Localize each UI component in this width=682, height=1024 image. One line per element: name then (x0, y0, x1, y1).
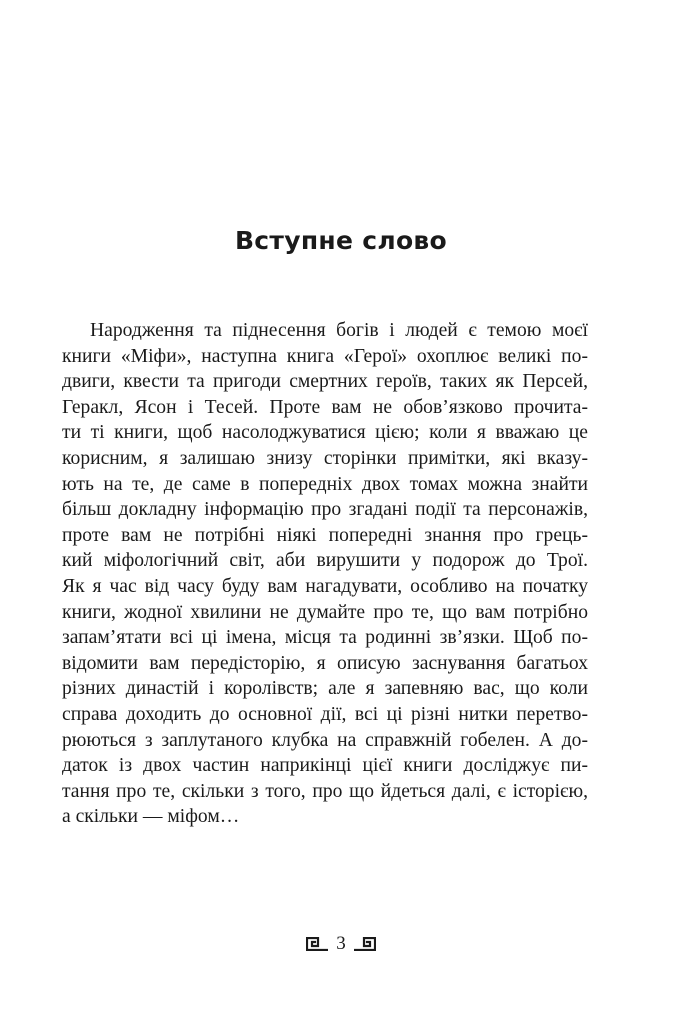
paragraph-line: відомити вам передісторію, я описую заснування багатьох (62, 652, 588, 674)
paragraph-line: ють на те, де саме в попередніх двох томах можна знайти (62, 473, 588, 495)
paragraph-line: а скільки — міфом… (62, 806, 240, 828)
greek-key-right-icon (354, 937, 376, 951)
intro-paragraph (62, 318, 588, 830)
paragraph-line: ти ті книги, щоб насолоджуватися цією; коли я вважаю це (62, 422, 588, 444)
paragraph-line: рюються з заплутаного клубка на справжній гобелен. А до- (62, 729, 588, 751)
paragraph-line: Як я час від часу буду вам нагадувати, особливо на початку (62, 575, 588, 597)
paragraph-line: книги «Міфи», наступна книга «Герої» охоплює великі по- (62, 345, 588, 367)
paragraph-line: тання про те, скільки з того, про що йдеться далі, є історією, (62, 780, 588, 802)
paragraph-line: двиги, квести та пригоди смертних героїв, таких як Персей, (62, 371, 588, 393)
paragraph-line: проте вам не потрібні ніякі попередні знання про грець- (62, 524, 588, 546)
paragraph-line: Народження та піднесення богів і людей є темою моєї (90, 320, 588, 341)
greek-key-left-icon (306, 937, 328, 951)
page-title: Вступне слово (234, 226, 448, 255)
paragraph-line: запам’ятати всі ці імена, місця та родинні зв’язки. Щоб по- (62, 627, 588, 649)
page-number: 3 (336, 933, 346, 954)
paragraph-line: Геракл, Ясон і Тесей. Проте вам не обов’язково прочита- (62, 396, 588, 418)
paragraph-line: книги, жодної хвилини не думайте про те, що вам потрібно (62, 601, 588, 623)
paragraph-line: різних династій і королівств; але я запевняю вас, що коли (62, 678, 588, 700)
paragraph-line: корисним, я залишаю знизу сторінки примітки, які вказу- (62, 447, 588, 469)
paragraph-line: кий міфологічний світ, аби вирушити у подорож до Трої. (62, 550, 588, 572)
paragraph-line: більш докладну інформацію про згадані події та персонажів, (62, 499, 588, 521)
paragraph-line: справа доходить до основної дії, всі ці різні нитки перетво- (62, 703, 588, 725)
paragraph-line: даток із двох частин наприкінці цієї книги досліджує пи- (62, 755, 588, 777)
page-footer (0, 934, 682, 954)
